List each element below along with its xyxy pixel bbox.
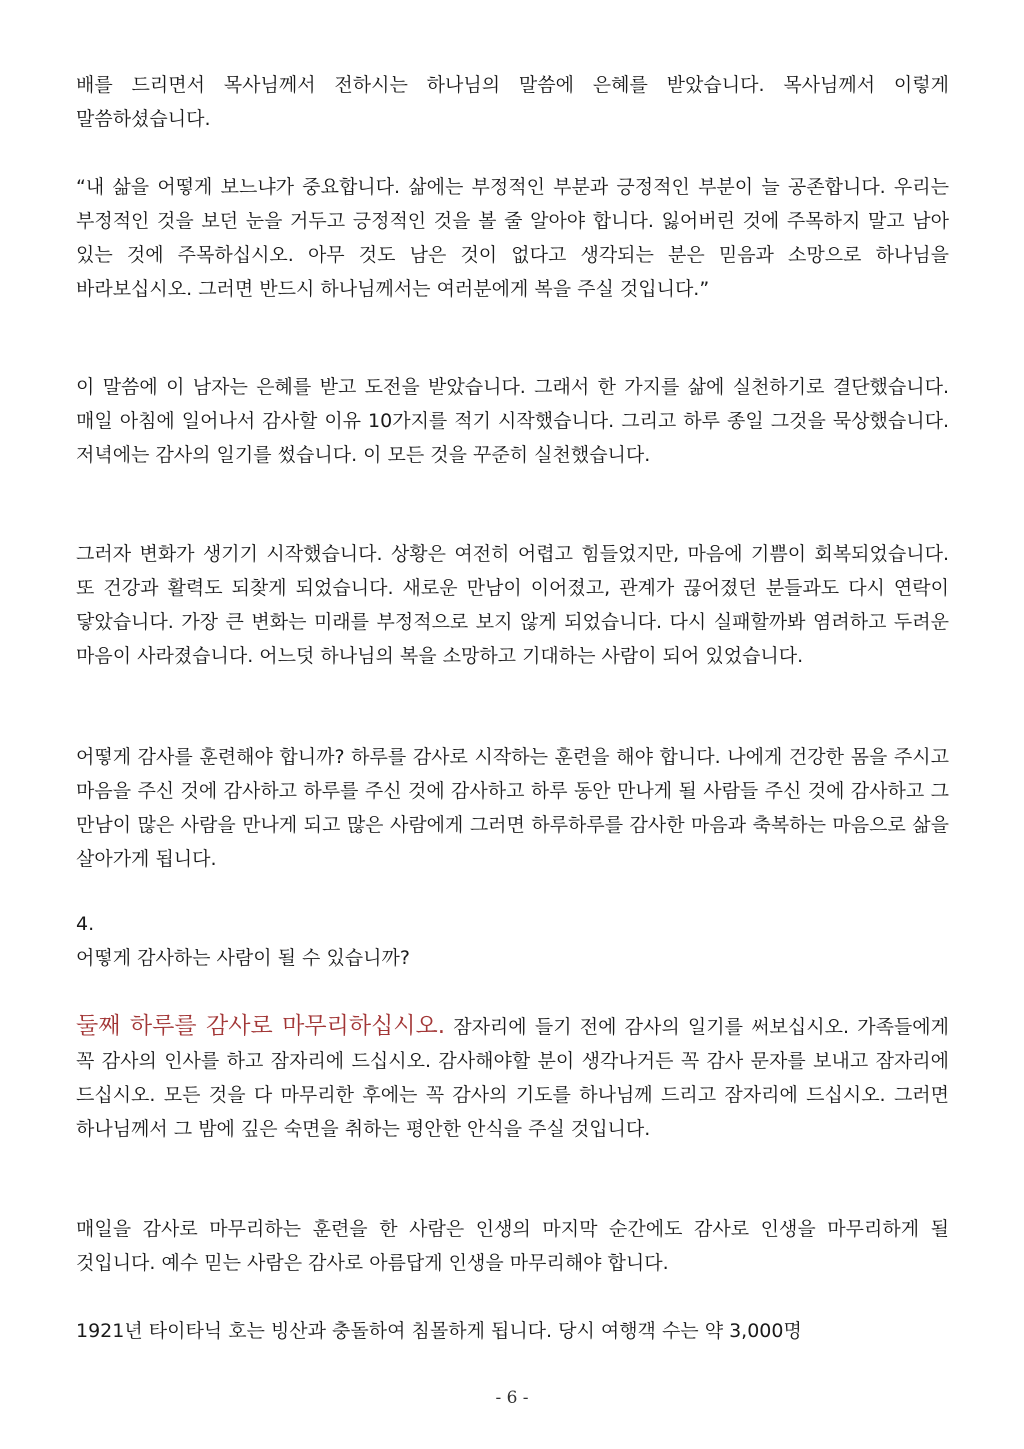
- section-question: 어떻게 감사하는 사람이 될 수 있습니까?: [76, 947, 410, 969]
- paragraph-text: 1921년 타이타닉 호는 빙산과 충돌하여 침몰하게 됩니다. 당시 여행객 수는 약 3,000명: [76, 1320, 802, 1342]
- page-number: - 6 -: [495, 1388, 529, 1408]
- paragraph-1: [76, 68, 949, 136]
- paragraph-7: [76, 1212, 949, 1280]
- paragraph-text: 매일을 감사로 마무리하는 훈련을 한 사람은 인생의 마지막 순간에도 감사로 인생을 마무리하게 될 것입니다. 예수 믿는 사람은 감사로 아름답게 인생을 마무리해야 합니다.: [76, 1218, 949, 1274]
- paragraph-text: 그러자 변화가 생기기 시작했습니다. 상황은 여전히 어렵고 힘들었지만, 마음에 기쁨이 회복되었습니다. 또 건강과 활력도 되찾게 되었습니다. 새로운 만남이 이어졌고, 관계가 끊어졌던 분들과도 다시 연락이 닿았습니다. 가장 큰 변화는 미래를 부정적으로 보지 않게 되었습니다. 다시 실패할까봐 염려하고 두려운 마음이 사라졌습니다. 어느덧 하나님의 복을 소망하고 기대하는 사람이 되어 있었습니다.: [76, 543, 949, 667]
- paragraph-text: 어떻게 감사를 훈련해야 합니까? 하루를 감사로 시작하는 훈련을 해야 합니다. 나에게 건강한 몸을 주시고 마음을 주신 것에 감사하고 하루를 주신 것에 감사하고 하루 동안 만나게 될 사람들 주신 것에 감사하고 그 만남이 많은 사람을 만나게 되고 많은 사람에게 그러면 하루하루를 감사한 마음과 축복하는 마음으로 삶을 살아가게 됩니다.: [76, 746, 949, 870]
- paragraph-text: “내 삶을 어떻게 보느냐가 중요합니다. 삶에는 부정적인 부분과 긍정적인 부분이 늘 공존합니다. 우리는 부정적인 것을 보던 눈을 거두고 긍정적인 것을 볼 줄 알아야 합니다. 잃어버린 것에 주목하지 말고 남아 있는 것에 주목하십시오. 아무 것도 남은 것이 없다고 생각되는 분은 믿음과 소망으로 하나님을 바라보십시오. 그러면 반드시 하나님께서는 여러분에게 복을 주실 것입니다.”: [76, 176, 949, 300]
- paragraph-rest: 잠자리에 들기 전에 감사의 일기를 써보십시오. 가족들에게 꼭 감사의 인사를 하고 잠자리에 드십시오. 감사해야할 분이 생각나거든 꼭 감사 문자를 보내고 잠자리에 드십시오. 모든 것을 다 마무리한 후에는 꼭 감사의 기도를 하나님께 드리고 잠자리에 드십시오. 그러면 하나님께서 그 밤에 깊은 숙면을 취하는 평안한 안식을 주실 것입니다.: [76, 1016, 949, 1140]
- section-heading: [76, 907, 949, 975]
- paragraph-3: [76, 370, 949, 472]
- paragraph-text: [76, 1009, 949, 1146]
- paragraph-text: 이 말씀에 이 남자는 은혜를 받고 도전을 받았습니다. 그래서 한 가지를 삶에 실천하기로 결단했습니다. 매일 아침에 일어나서 감사할 이유 10가지를 적기 시작했습니다. 그리고 하루 종일 그것을 묵상했습니다. 저녁에는 감사의 일기를 썼습니다. 이 모든 것을 꾸준히 실천했습니다.: [76, 376, 949, 466]
- paragraph-quote: [76, 170, 949, 306]
- paragraph-4: [76, 537, 949, 673]
- paragraph-8: [76, 1314, 949, 1348]
- paragraph-text: 배를 드리면서 목사님께서 전하시는 하나님의 말씀에 은혜를 받았습니다. 목사님께서 이렇게 말씀하셨습니다.: [76, 74, 949, 130]
- paragraph-6: [76, 1009, 949, 1146]
- section-number: 4.: [76, 913, 95, 935]
- paragraph-5: [76, 740, 949, 876]
- highlight-lead: 둘째 하루를 감사로 마무리하십시오.: [76, 1013, 446, 1039]
